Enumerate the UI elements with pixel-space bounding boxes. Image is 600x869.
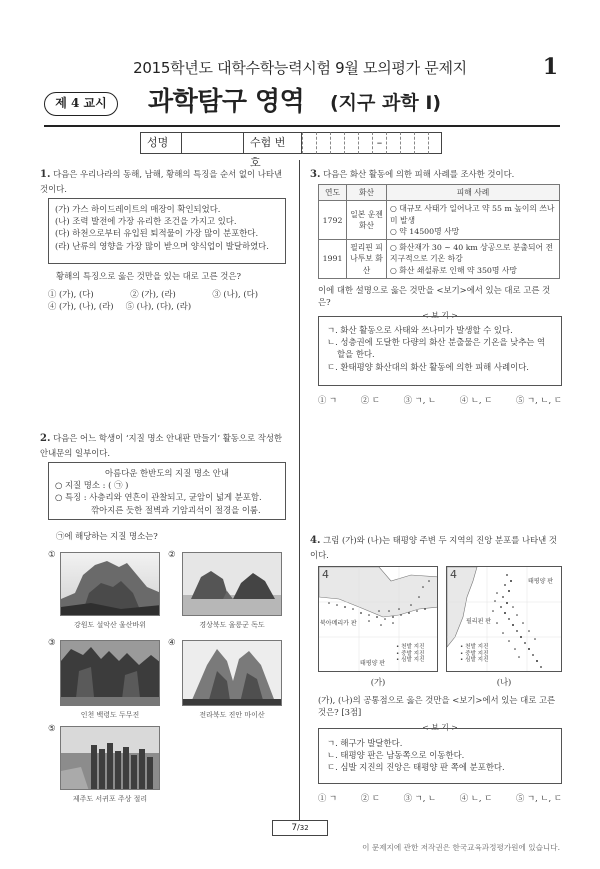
option-mark: ④ <box>168 637 176 647</box>
question-text: (가), (나)의 공통점으로 옳은 것만을 <보기>에서 있는 대로 고른 것은? [3점] <box>318 695 556 718</box>
option-mark: ① <box>48 549 56 559</box>
option-2[interactable] <box>168 548 176 560</box>
name-field[interactable] <box>182 132 244 154</box>
plate-label: 북아메리카 판 <box>320 620 357 627</box>
exam-number-dash: – <box>372 132 386 154</box>
exam-number-digit[interactable] <box>316 132 330 154</box>
legend-item: • 천발 지진 <box>396 644 425 650</box>
question-stem: 다음은 화산 활동에 의한 피해 사례를 조사한 것이다. <box>323 169 515 179</box>
exam-number-digit[interactable] <box>400 132 414 154</box>
svg-text:4: 4 <box>322 568 329 581</box>
q1-item: (다) 하천으로부터 유입된 퇴적물이 가장 많이 분포한다. <box>55 228 259 239</box>
map-caption: (나) <box>496 677 512 687</box>
page-number: 1 <box>542 54 558 80</box>
session-badge: 제 4 교시 <box>44 92 118 116</box>
guide-title: 아름다운 한반도의 지질 명소 안내 <box>105 468 229 478</box>
option-mark: ⑤ <box>48 723 56 733</box>
bogi-item: ㄴ. 태평양 판은 남동쪽으로 이동한다. <box>327 750 465 761</box>
option-4[interactable] <box>168 636 176 648</box>
svg-text:4: 4 <box>450 568 457 581</box>
legend-item: • 심발 지진 <box>460 657 489 664</box>
option-3[interactable] <box>48 636 56 648</box>
choice-option[interactable]: ④ ㄴ, ㄷ <box>459 395 493 405</box>
footer-page: 7 <box>291 823 298 833</box>
question-4 <box>310 534 562 561</box>
question-stem: 그림 (가)와 (나)는 태평양 주변 두 지역의 진앙 분포를 나타낸 것이다. <box>310 535 557 560</box>
table-cell-case: ○ 약 14500명 사망 <box>390 226 460 236</box>
footer-total: 32 <box>299 824 309 832</box>
copyright-notice: 이 문제지에 관한 저작권은 한국교육과정평가원에 있습니다. <box>362 843 560 852</box>
exam-number-digit[interactable] <box>428 132 442 154</box>
exam-number-digit[interactable] <box>414 132 428 154</box>
name-label: 성명 <box>140 132 182 154</box>
plate-label: 태평양 판 <box>360 660 386 667</box>
name-exam-number-row <box>140 132 442 169</box>
table-cell-case: ○ 대규모 사태가 일어나고 약 55 m 높이의 쓰나미 발생 <box>390 204 555 225</box>
legend-item: • 천발 지진 <box>460 644 489 650</box>
choice-option[interactable]: ② (가), (라) <box>130 289 176 299</box>
photo-caption: 제주도 서귀포 주상 절리 <box>72 795 148 803</box>
choice-option[interactable]: ① ㄱ <box>318 793 338 803</box>
question-number: 4. <box>310 535 321 546</box>
choice-option[interactable]: ① (가), (다) <box>48 289 94 299</box>
question-2 <box>40 432 292 459</box>
photo-maisan <box>182 640 282 706</box>
bogi-item: ㄱ. 화산 활동으로 사태와 쓰나미가 발생할 수 있다. <box>327 325 513 335</box>
q1-item: (나) 조력 발전에 가장 유리한 조건을 가지고 있다. <box>55 216 237 227</box>
question-stem: 다음은 어느 학생이 ‘지질 명소 안내판 만들기’ 활동으로 작성한 안내문의 일부이다. <box>40 433 283 458</box>
choice-option[interactable]: ⑤ (나), (다), (라) <box>125 301 192 311</box>
question-text: ㉠에 해당하는 지질 명소는? <box>56 531 158 541</box>
bogi-item: ㄴ. 성층권에 도달한 다량의 화산 분출물은 기온을 낮추는 역할을 한다. <box>327 337 546 360</box>
photo-seoraksan <box>60 552 160 616</box>
exam-number-digit[interactable] <box>344 132 358 154</box>
legend-item: • 심발 지진 <box>396 657 425 664</box>
photo-caption: 인천 백령도 두무진 <box>80 711 140 719</box>
question-number: 3. <box>310 169 321 180</box>
table-cell-volcano: 필리핀 피나투보 화산 <box>347 240 387 279</box>
photo-dumujin <box>60 640 160 706</box>
volcano-damage-table <box>318 184 560 279</box>
photo-caption: 강원도 설악산 울산바위 <box>73 621 147 629</box>
bogi-item: ㄷ. 환태평양 화산대의 화산 활동에 의한 피해 사례이다. <box>327 361 529 372</box>
bogi-item: ㄱ. 해구가 발달한다. <box>327 738 403 748</box>
choice-option[interactable]: ④ ㄴ, ㄷ <box>459 793 493 803</box>
header-rule <box>44 125 560 127</box>
choice-option[interactable]: ⑤ ㄱ, ㄴ, ㄷ <box>516 395 562 405</box>
exam-number-digit[interactable] <box>386 132 400 154</box>
map-caption: (가) <box>370 677 386 687</box>
choice-option[interactable]: ④ (가), (나), (라) <box>48 301 114 311</box>
map-legend <box>460 644 488 664</box>
column-divider <box>299 160 300 820</box>
table-header: 화산 <box>347 185 387 201</box>
option-5[interactable] <box>48 722 56 734</box>
question-3 <box>310 168 562 183</box>
q2-guide-box <box>48 462 286 520</box>
q1-item: (라) 난류의 영향을 가장 많이 받으며 양식업이 발달하였다. <box>55 240 269 251</box>
table-header: 피해 사례 <box>387 185 560 201</box>
legend-item: • 중발 지진 <box>460 650 489 657</box>
photo-caption: 전라북도 진안 마이산 <box>199 711 265 719</box>
table-cell-case: ○ 화산재가 30 ~ 40 km 상공으로 분출되어 전 지구적으로 기온 하강 <box>390 243 554 264</box>
q3-bogi-box <box>318 316 562 386</box>
exam-title: 2015학년도 대학수학능력시험 9월 모의평가 문제지 <box>133 59 467 77</box>
question-number: 2. <box>40 433 51 444</box>
table-cell-year: 1792 <box>319 201 347 240</box>
bogi-title: < 보 기 > <box>422 311 458 320</box>
table-cell-year: 1991 <box>319 240 347 279</box>
choice-option[interactable]: ② ㄷ <box>360 395 380 405</box>
q4-bogi-box <box>318 728 562 784</box>
question-text: 황해의 특징으로 옳은 것만을 있는 대로 고른 것은? <box>56 271 241 281</box>
table-cell-case: ○ 화산 쇄설류로 인해 약 350명 사망 <box>390 265 517 275</box>
subject-title: 과학탐구 영역 <box>148 87 305 117</box>
question-text: 이에 대한 설명으로 옳은 것만을 <보기>에서 있는 대로 고른 것은? <box>318 285 551 308</box>
plate-label: 태평양 판 <box>528 578 554 585</box>
map-legend <box>396 644 424 664</box>
photo-jusangjeolli <box>60 726 160 790</box>
choice-option[interactable]: ③ (나), (다) <box>212 289 258 299</box>
choice-option[interactable]: ③ ㄱ, ㄴ <box>403 793 437 803</box>
exam-number-digit[interactable] <box>330 132 344 154</box>
bogi-item: ㄷ. 심발 지진의 진앙은 태평양 판 쪽에 분포한다. <box>327 762 505 773</box>
option-mark: ② <box>168 549 176 559</box>
q1-item: (가) 가스 하이드레이트의 매장이 확인되었다. <box>55 204 221 214</box>
exam-number-digit[interactable] <box>302 132 316 154</box>
exam-number-label: 수험 번호 <box>244 132 302 154</box>
question-1 <box>40 168 290 195</box>
exam-number-digit[interactable] <box>358 132 372 154</box>
guide-line: ○ 지질 명소 : ( ㉠ ) <box>55 480 129 491</box>
choice-option[interactable]: ① ㄱ <box>318 395 338 405</box>
option-1[interactable] <box>48 548 56 560</box>
q1-items-box <box>48 198 286 264</box>
photo-caption: 경상북도 울릉군 독도 <box>199 621 265 629</box>
guide-line: 깎아지른 듯한 절벽과 기암괴석이 절경을 이룸. <box>91 504 261 515</box>
choice-option[interactable]: ③ ㄱ, ㄴ <box>403 395 437 405</box>
option-mark: ③ <box>48 637 56 647</box>
guide-line: ○ 특징 : 사층리와 연흔이 관찰되고, 균암이 넓게 분포함. <box>55 492 262 503</box>
choice-option[interactable]: ⑤ ㄱ, ㄴ, ㄷ <box>516 793 562 803</box>
bogi-title: < 보 기 > <box>422 723 458 732</box>
table-cell-volcano: 일본 운젠 화산 <box>347 201 387 240</box>
table-header: 연도 <box>319 185 347 201</box>
table-row <box>319 201 560 240</box>
footer-page-indicator: 7/32 <box>272 820 328 836</box>
legend-item: • 중발 지진 <box>396 650 425 657</box>
question-number: 1. <box>40 169 51 180</box>
choice-option[interactable]: ② ㄷ <box>360 793 380 803</box>
photo-dokdo <box>182 552 282 616</box>
table-row <box>319 240 560 279</box>
question-stem: 다음은 우리나라의 동해, 남해, 황해의 특징을 순서 없이 나타낸 것이다. <box>40 169 283 194</box>
subject-subtitle: (지구 과학 Ⅰ) <box>330 92 442 114</box>
plate-label: 필리핀 판 <box>466 618 492 625</box>
